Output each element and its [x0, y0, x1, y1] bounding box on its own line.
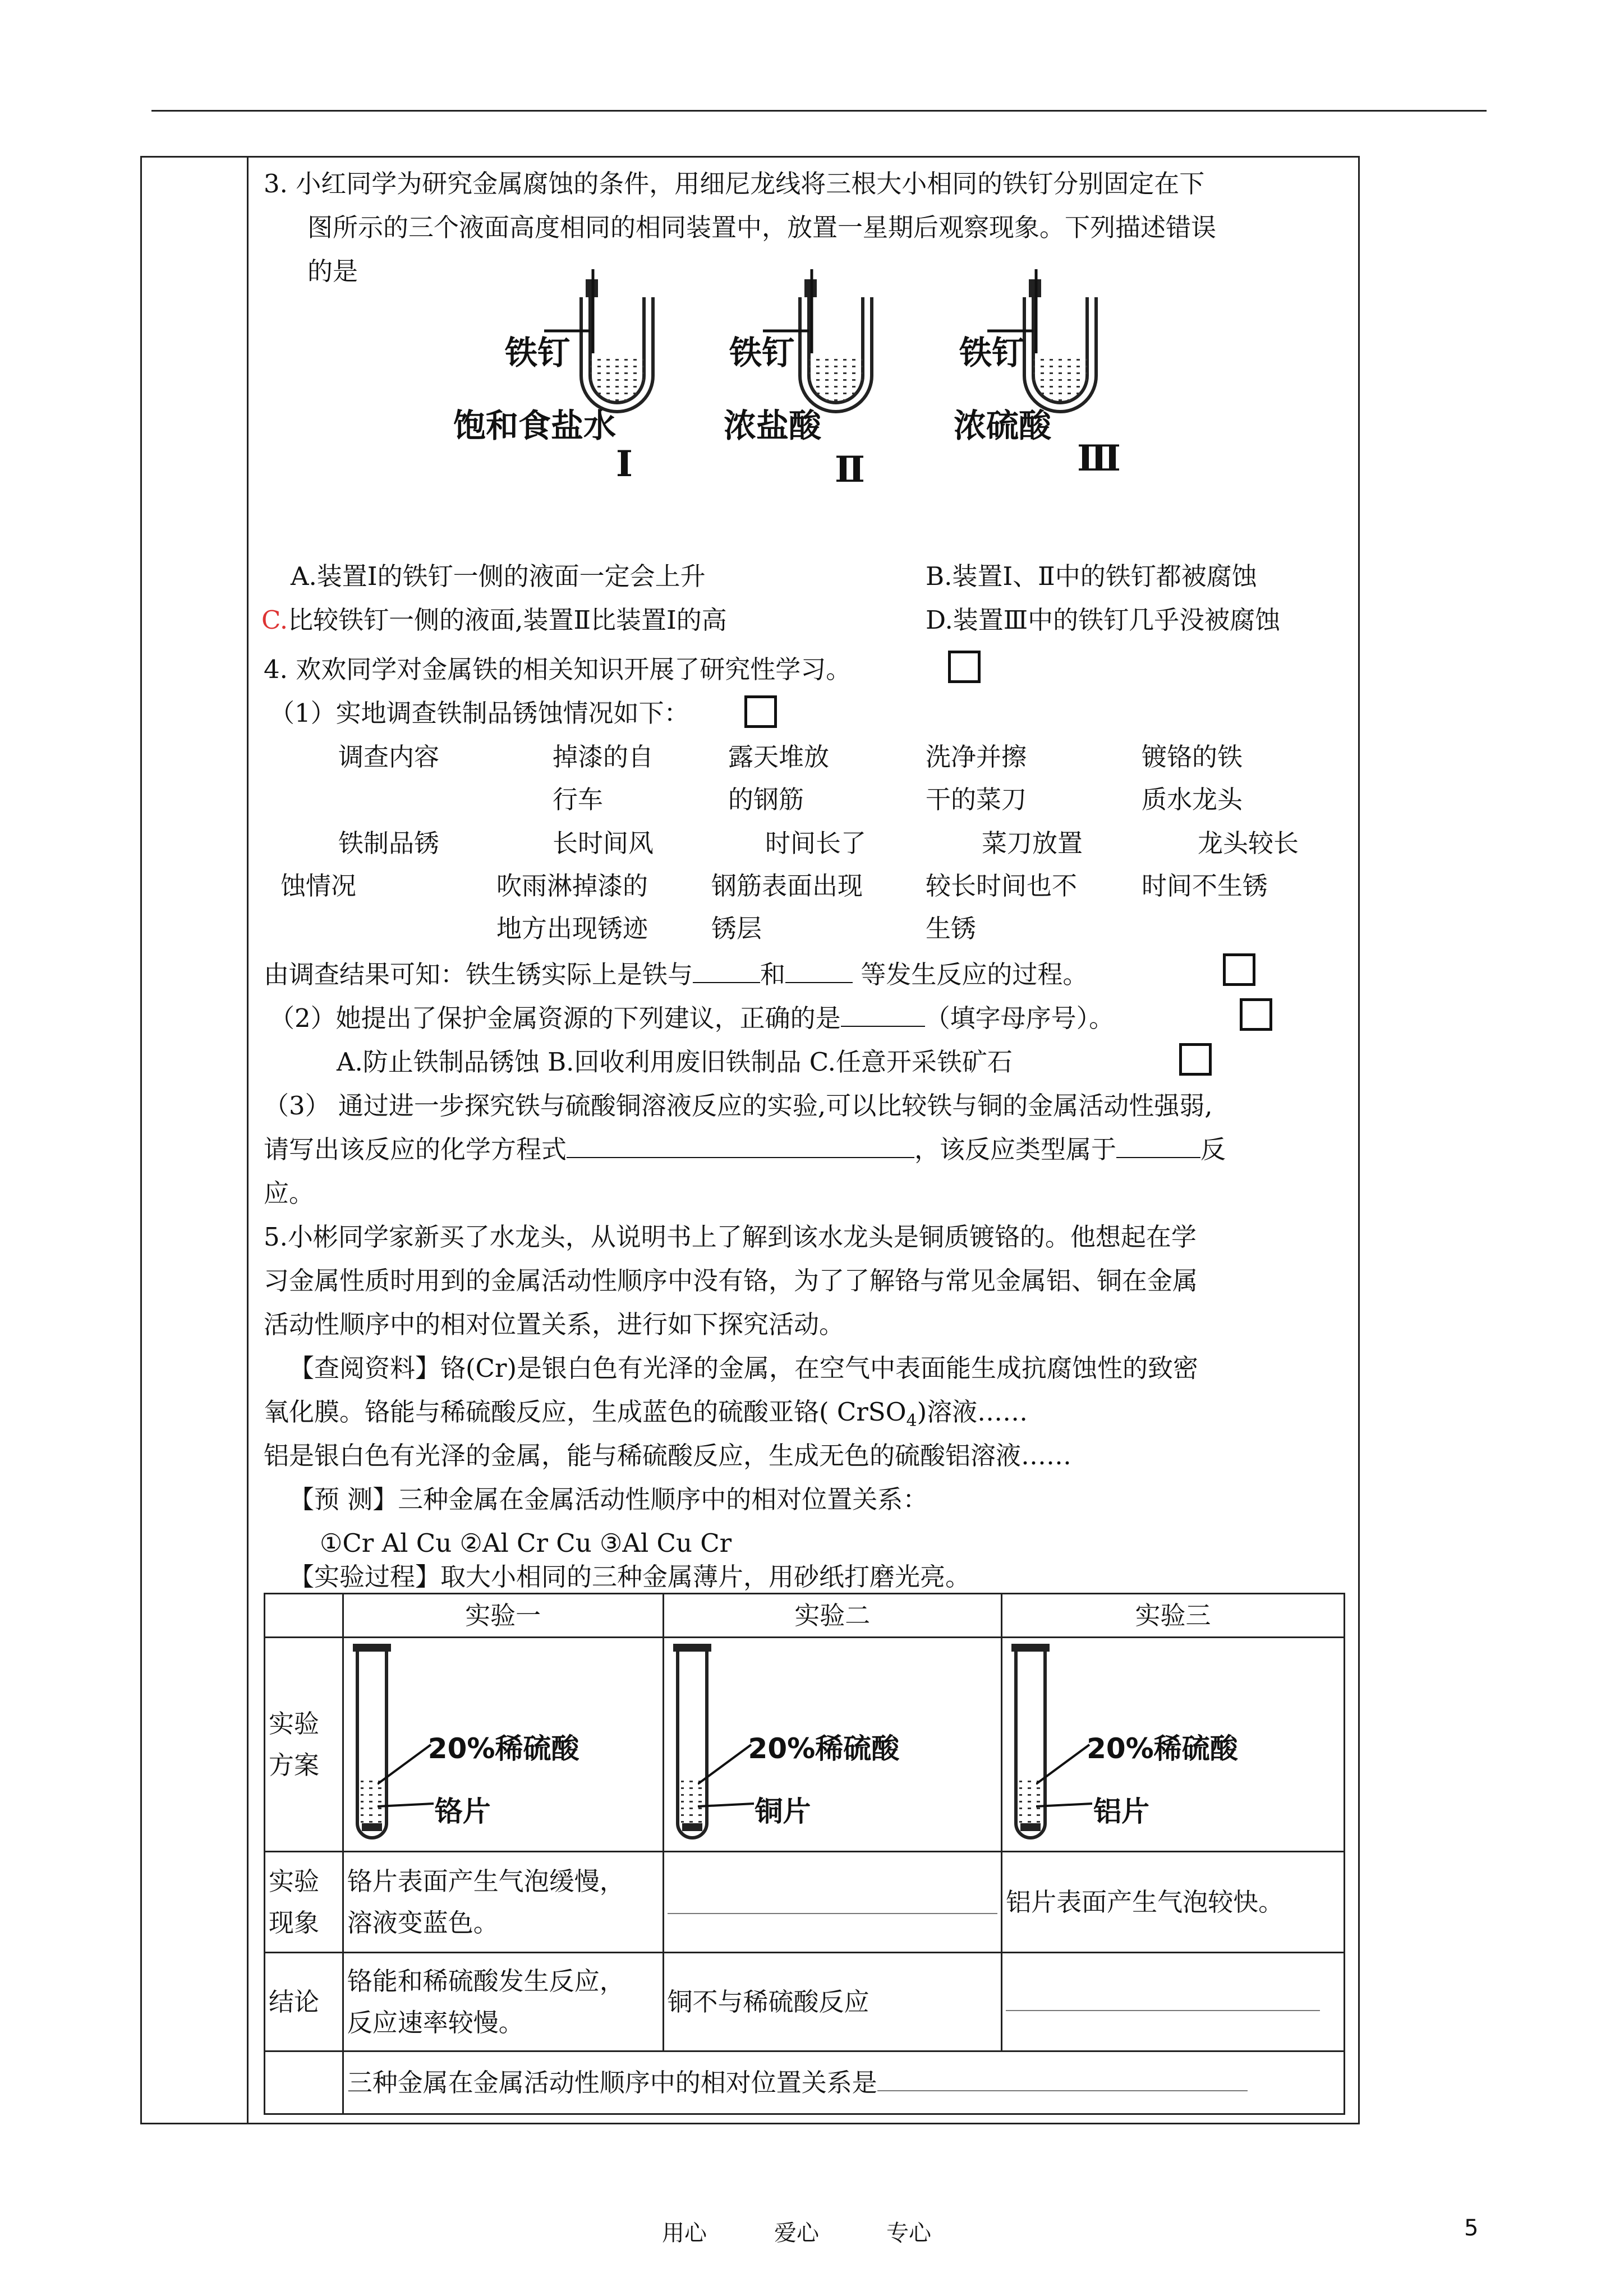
q3-option-b: B.装置Ⅰ、Ⅱ中的铁钉都被腐蚀 — [926, 561, 1257, 591]
q4-sub2-pre: （2）她提出了保护金属资源的下列建议，正确的是 — [269, 1003, 841, 1033]
survey-result1-l2: 吹雨淋掉漆的 — [496, 871, 648, 901]
concl-cr-l1: 铬能和稀硫酸发生反应， — [347, 1966, 625, 1996]
plan-cell-3 — [1002, 1638, 1345, 1852]
footer-word-3: 专心 — [886, 2220, 931, 2246]
blank-2[interactable] — [785, 955, 853, 983]
footer-word-1: 用心 — [662, 2220, 707, 2246]
header-exp2: 实验二 — [663, 1594, 1002, 1638]
pointer-lines-1 — [378, 1739, 439, 1812]
q3-option-c-text: 比较铁钉一侧的液面,装置Ⅱ比装置Ⅰ的高 — [288, 605, 727, 635]
plan-cell-1 — [343, 1638, 663, 1852]
metal-label-cu: 铜片 — [755, 1795, 811, 1828]
answer-box-q4-2 — [1240, 998, 1272, 1031]
row-label-plan-l1: 实验 — [269, 1708, 320, 1739]
device3-roman: Ⅲ — [1077, 437, 1121, 480]
u-tube-diagram — [438, 269, 1189, 494]
q4-sub3-line3: 应。 — [264, 1178, 315, 1208]
q4-intro: 4. 欢欢同学对金属铁的相关知识开展了研究性学习。 — [264, 654, 852, 684]
answer-box-q4 — [948, 651, 981, 683]
answer-box-q4-conclusion — [1223, 953, 1255, 986]
blank-1[interactable] — [693, 955, 760, 983]
survey-result3-l2: 较长时间也不 — [926, 871, 1078, 901]
blank-concl-al[interactable] — [1006, 2010, 1320, 2011]
survey-item4-l2: 质水龙头 — [1142, 785, 1243, 814]
q5-line3: 活动性顺序中的相对位置关系，进行如下探究活动。 — [264, 1310, 845, 1339]
survey-item3 — [926, 736, 1027, 821]
concl-cell-3[interactable] — [1002, 1953, 1345, 2051]
obs-cell-2[interactable] — [663, 1852, 1002, 1953]
q4-sub3-line2 — [264, 1128, 1226, 1171]
row-label-plan — [265, 1638, 343, 1852]
q4-sub3-line2-mid: ，该反应类型属于 — [914, 1135, 1117, 1164]
blank-obs-cu[interactable] — [668, 1913, 998, 1914]
plan-cell-2 — [663, 1638, 1002, 1852]
survey-result1-l3: 地方出现锈迹 — [496, 914, 648, 943]
table-corner — [265, 1594, 343, 1638]
blank-final-order[interactable] — [877, 2063, 1248, 2091]
q5-info2-pre: 氧化膜。铬能与稀硫酸反应，生成蓝色的硫酸亚铬( CrSO — [264, 1397, 907, 1427]
q3-line2: 图所示的三个液面高度相同的相同装置中，放置一星期后观察现象。下列描述错误 — [307, 213, 1217, 242]
survey-result3-l3: 生锈 — [926, 914, 977, 943]
q4-sub3-line2-pre: 请写出该反应的化学方程式 — [264, 1135, 567, 1164]
page-number: 5 — [1464, 2215, 1479, 2241]
row-label-obs-l2: 现象 — [269, 1907, 320, 1938]
device2-roman: Ⅱ — [835, 449, 865, 491]
q5-line1: 5.小彬同学家新买了水龙头，从说明书上了解到该水龙头是铜质镀铬的。他想起在学 — [264, 1222, 1197, 1252]
survey-item1 — [553, 736, 654, 821]
obs-cr-l2: 溶液变蓝色。 — [347, 1907, 499, 1938]
header-rule — [151, 110, 1487, 112]
q5-info1: 【查阅资料】铬(Cr)是银白色有光泽的金属，在空气中表面能生成抗腐蚀性的致密 — [289, 1353, 1199, 1383]
survey-item2 — [728, 736, 829, 821]
q3-option-c-letter: C. — [261, 605, 288, 635]
q4-conclusion-post: 等发生反应的过程。 — [853, 960, 1088, 989]
survey-item2-l1: 露天堆放 — [728, 742, 830, 772]
q3-line1: 3. 小红同学为研究金属腐蚀的条件，用细尼龙线将三根大小相同的铁钉分别固定在下 — [264, 169, 1205, 199]
obs-cr-l1: 铬片表面产生气泡缓慢， — [347, 1866, 625, 1896]
survey-row2-label — [280, 822, 439, 907]
q5-orders: ①Cr Al Cu ②Al Cr Cu ③Al Cu Cr — [320, 1528, 732, 1558]
survey-item1-l2: 行车 — [553, 785, 604, 814]
q5-info2-post: )溶液…… — [917, 1397, 1028, 1427]
metal-label-cr: 铬片 — [434, 1795, 491, 1828]
blank-equation[interactable] — [567, 1130, 914, 1158]
q4-sub2-options: A.防止铁制品锈蚀 B.回收利用废旧铁制品 C.任意开采铁矿石 — [337, 1047, 1013, 1077]
survey-item3-l2: 干的菜刀 — [926, 785, 1027, 814]
q4-sub1: （1）实地调查铁制品锈蚀情况如下： — [269, 698, 689, 728]
header-exp3: 实验三 — [1002, 1594, 1345, 1638]
header-exp1: 实验一 — [343, 1594, 663, 1638]
q5-process: 【实验过程】取大小相同的三种金属薄片，用砂纸打磨光亮。 — [289, 1562, 971, 1592]
device1-roman: Ⅰ — [616, 443, 633, 485]
pointer-lines-2 — [698, 1739, 760, 1812]
metal-label-al: 铝片 — [1093, 1795, 1150, 1828]
survey-result4 — [1142, 822, 1299, 907]
frame-left-column-divider — [247, 156, 249, 2124]
survey-result3 — [926, 822, 1083, 950]
acid-label-2: 20%稀硫酸 — [748, 1732, 900, 1765]
footer-word-2: 爱心 — [774, 2220, 819, 2246]
row-label-plan-l2: 方案 — [269, 1750, 320, 1780]
survey-result1-l1: 长时间风 — [553, 828, 654, 858]
concl-cr-l2: 反应速率较慢。 — [347, 2007, 524, 2037]
q4-conclusion — [264, 953, 1088, 996]
row-label-observation — [265, 1852, 343, 1953]
blank-3[interactable] — [841, 999, 925, 1027]
q4-sub2 — [269, 997, 1114, 1040]
survey-item4 — [1142, 736, 1243, 821]
survey-result2-l2: 钢筋表面出现 — [711, 871, 863, 901]
obs-cell-3: 铝片表面产生气泡较快。 — [1002, 1852, 1345, 1953]
q5-info2-sub: 4 — [906, 1411, 917, 1431]
final-row — [343, 2051, 1344, 2114]
answer-box-q4-2-opts — [1179, 1043, 1212, 1076]
q4-sub3-line2-post: 反 — [1200, 1135, 1226, 1164]
q5-line2: 习金属性质时用到的金属活动性顺序中没有铬，为了了解铬与常见金属铝、铜在金属 — [264, 1266, 1198, 1295]
device3-nail-label: 铁钉 — [959, 334, 1025, 372]
device1-nail-label: 铁钉 — [505, 334, 571, 372]
survey-result2 — [711, 822, 866, 950]
survey-result1 — [496, 822, 654, 950]
row-label-conclusion: 结论 — [265, 1953, 343, 2051]
device3-liquid-label: 浓硫酸 — [954, 407, 1052, 445]
survey-result3-l1: 菜刀放置 — [982, 828, 1083, 858]
survey-result4-l1: 龙头较长 — [1198, 828, 1299, 858]
q3-option-a: A.装置Ⅰ的铁钉一侧的液面一定会上升 — [291, 561, 706, 591]
survey-result2-l1: 时间长了 — [765, 828, 867, 858]
q3-line3: 的是 — [307, 256, 358, 286]
device1-liquid-label: 饱和食盐水 — [453, 407, 617, 445]
survey-row1-label: 调查内容 — [338, 742, 440, 772]
final-row-text: 三种金属在金属活动性顺序中的相对位置关系是 — [347, 2067, 877, 2097]
acid-label-3: 20%稀硫酸 — [1087, 1732, 1238, 1765]
q4-conclusion-pre: 由调查结果可知：铁生锈实际上是铁与 — [264, 960, 693, 989]
q5-info3: 铝是银白色有光泽的金属，能与稀硫酸反应，生成无色的硫酸铝溶液…… — [264, 1441, 1072, 1470]
q4-sub2-post: （填字母序号）。 — [924, 1003, 1115, 1033]
pointer-lines-3 — [1036, 1739, 1098, 1812]
survey-item4-l1: 镀铬的铁 — [1142, 742, 1243, 772]
survey-item2-l2: 的钢筋 — [728, 785, 804, 814]
survey-row2-label-l1: 铁制品锈 — [338, 828, 440, 858]
concl-cell-2: 铜不与稀硫酸反应 — [663, 1953, 1002, 2051]
device2-liquid-label: 浓盐酸 — [724, 407, 822, 445]
final-row-spacer — [265, 2051, 343, 2114]
obs-cell-1 — [343, 1852, 663, 1953]
q3-option-d: D.装置Ⅲ中的铁钉几乎没被腐蚀 — [926, 605, 1281, 635]
blank-reaction-type[interactable] — [1116, 1130, 1200, 1158]
device2-nail-label: 铁钉 — [729, 334, 795, 372]
q4-sub3-line1: （3） 通过进一步探究铁与硫酸铜溶液反应的实验,可以比较铁与铜的金属活动性强弱, — [264, 1091, 1213, 1121]
q5-predict: 【预 测】三种金属在金属活动性顺序中的相对位置关系： — [289, 1484, 928, 1514]
survey-result2-l3: 锈层 — [711, 914, 762, 943]
answer-box-q4-1 — [744, 695, 777, 728]
survey-result4-l2: 时间不生锈 — [1142, 871, 1268, 901]
survey-row2-label-l2: 蚀情况 — [280, 871, 357, 901]
q4-conclusion-mid: 和 — [760, 960, 786, 989]
q3-option-c — [261, 599, 727, 642]
acid-label-1: 20%稀硫酸 — [427, 1732, 579, 1765]
concl-cell-1 — [343, 1953, 663, 2051]
experiment-table — [264, 1593, 1345, 2115]
row-label-obs-l1: 实验 — [269, 1866, 320, 1896]
survey-item3-l1: 洗净并擦 — [926, 742, 1027, 772]
survey-item1-l1: 掉漆的自 — [553, 742, 654, 772]
